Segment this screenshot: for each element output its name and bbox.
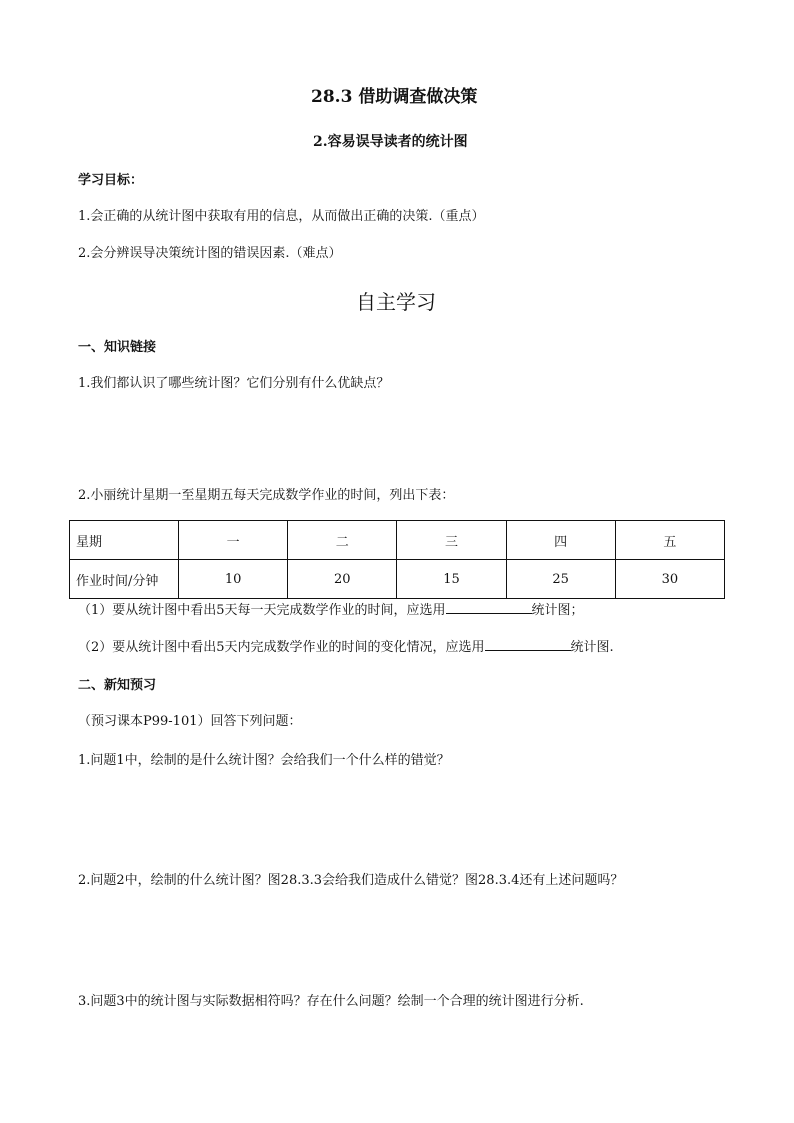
table-cell: 四 <box>506 521 615 560</box>
table-cell: 星期 <box>70 521 179 560</box>
part2-question-1: 1.问题1中，绘制的是什么统计图？会给我们一个什么样的错觉？ <box>78 753 450 768</box>
part2-intro: （预习课本P99-101）回答下列问题： <box>78 714 302 729</box>
table-header-row <box>70 521 725 560</box>
sub-question-1 <box>78 604 584 617</box>
table-cell: 10 <box>179 560 288 599</box>
sub-question-2-text: （2）要从统计图中看出5天内完成数学作业的时间的变化情况，应选用 <box>78 640 485 655</box>
part1-heading: 一、知识链接 <box>78 340 157 355</box>
part1-question-1: 1.我们都认识了哪些统计图？它们分别有什么优缺点？ <box>78 376 390 391</box>
table-row <box>70 560 725 599</box>
page-title: 28.3 借助调查做决策 <box>311 87 478 107</box>
table-cell: 二 <box>288 521 397 560</box>
part2-heading: 二、新知预习 <box>78 678 157 693</box>
table-cell: 15 <box>397 560 506 599</box>
sub-question-1-suffix: 统计图； <box>531 603 584 618</box>
answer-blank-1[interactable] <box>446 612 532 614</box>
table-cell: 作业时间/分钟 <box>70 560 179 599</box>
page-subtitle: 2.容易误导读者的统计图 <box>313 134 468 150</box>
table-cell: 三 <box>397 521 506 560</box>
sub-question-2-suffix: 统计图. <box>570 640 614 655</box>
answer-blank-2[interactable] <box>485 649 571 651</box>
table-cell: 30 <box>615 560 724 599</box>
section-title: 自主学习 <box>356 290 436 314</box>
homework-time-table <box>69 520 725 599</box>
table-cell: 一 <box>179 521 288 560</box>
table-cell: 20 <box>288 560 397 599</box>
table-cell: 25 <box>506 560 615 599</box>
part2-question-3: 3.问题3中的统计图与实际数据相符吗？存在什么问题？绘制一个合理的统计图进行分析. <box>78 994 584 1009</box>
objective-item-2: 2.会分辨误导决策统计图的错误因素.（难点） <box>78 246 342 261</box>
part2-question-2: 2.问题2中，绘制的什么统计图？图28.3.3会给我们造成什么错觉？图28.3.4还有上述问题吗？ <box>78 873 624 888</box>
sub-question-2 <box>78 641 614 654</box>
objective-item-1: 1.会正确的从统计图中获取有用的信息，从而做出正确的决策.（重点） <box>78 209 485 224</box>
part1-question-2: 2.小丽统计星期一至星期五每天完成数学作业的时间，列出下表： <box>78 488 455 503</box>
table-cell: 五 <box>615 521 724 560</box>
objectives-heading: 学习目标： <box>78 173 144 188</box>
sub-question-1-text: （1）要从统计图中看出5天每一天完成数学作业的时间，应选用 <box>78 603 446 618</box>
